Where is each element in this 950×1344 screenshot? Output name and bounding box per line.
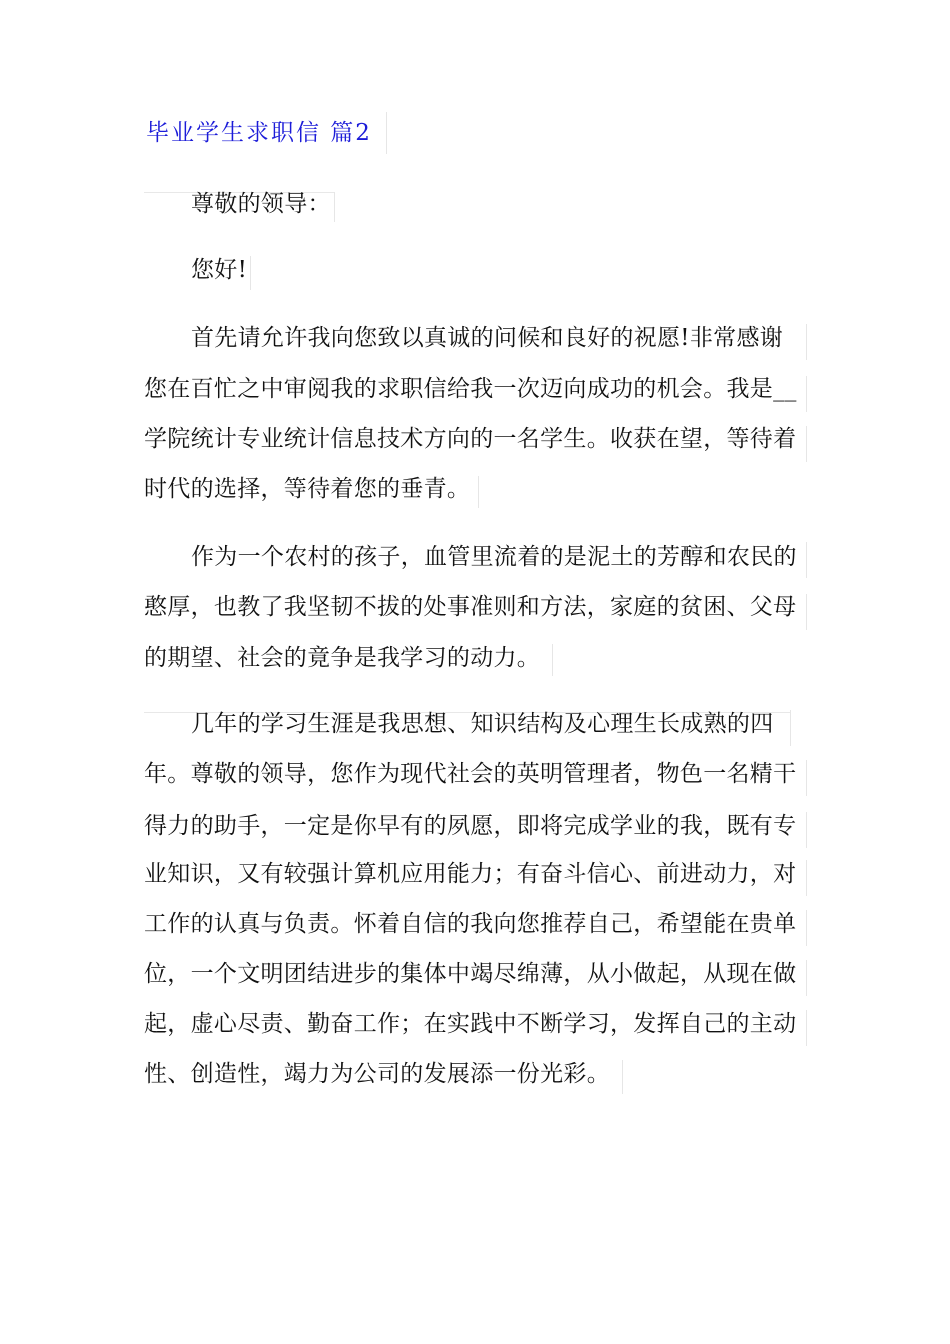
paragraph-3-line-8: 性、创造性，竭力为公司的发展添一份光彩。 xyxy=(144,1061,610,1087)
salutation: 尊敬的领导： xyxy=(191,191,331,217)
cursor-mark xyxy=(386,112,387,154)
document-title: 毕业学生求职信 篇2 xyxy=(146,120,372,146)
line-end-mark xyxy=(806,860,807,896)
paragraph-3-line-4: 业知识，又有较强计算机应用能力；有奋斗信心、前进动力，对 xyxy=(144,861,797,887)
paragraph-1-line-1: 首先请允许我向您致以真诚的问候和良好的祝愿!非常感谢 xyxy=(191,325,784,351)
line-end-mark xyxy=(806,376,807,412)
paragraph-3-line-3: 得力的助手，一定是你早有的夙愿，即将完成学业的我，既有专 xyxy=(144,813,797,839)
line-end-mark xyxy=(806,426,807,462)
line-end-mark xyxy=(478,476,479,508)
paragraph-1-line-4: 时代的选择，等待着您的垂青。 xyxy=(144,476,471,502)
line-end-mark xyxy=(806,960,807,996)
line-end-mark xyxy=(806,1010,807,1046)
paragraph-3-line-6: 位，一个文明团结进步的集体中竭尽绵薄，从小做起，从现在做 xyxy=(144,961,797,987)
paragraph-3-line-7: 起，虚心尽责、勤奋工作；在实践中不断学习，发挥自己的主动 xyxy=(144,1011,797,1037)
line-end-mark xyxy=(250,256,251,290)
line-end-mark xyxy=(552,644,553,676)
line-end-mark xyxy=(334,192,335,222)
paragraph-2-line-2: 憨厚，也教了我坚韧不拔的处事准则和方法，家庭的贫困、父母 xyxy=(144,594,797,620)
paragraph-3-line-1: 几年的学习生涯是我思想、知识结构及心理生长成熟的四 xyxy=(191,711,774,737)
paragraph-1-line-3: 学院统计专业统计信息技术方向的一名学生。收获在望，等待着 xyxy=(144,426,797,452)
line-end-mark xyxy=(622,1060,623,1094)
line-end-mark xyxy=(790,710,791,746)
paragraph-1-line-2: 您在百忙之中审阅我的求职信给我一次迈向成功的机会。我是__ xyxy=(144,376,797,402)
paragraph-3-line-5: 工作的认真与负责。怀着自信的我向您推荐自己，希望能在贵单 xyxy=(144,911,797,937)
paragraph-2-line-1: 作为一个农村的孩子，血管里流着的是泥土的芳醇和农民的 xyxy=(191,544,797,570)
line-end-mark xyxy=(806,760,807,796)
paragraph-3-line-2: 年。尊敬的领导，您作为现代社会的英明管理者，物色一名精干 xyxy=(144,761,797,787)
line-end-mark xyxy=(806,812,807,848)
greeting: 您好! xyxy=(191,257,248,283)
paragraph-2-line-3: 的期望、社会的竟争是我学习的动力。 xyxy=(144,645,541,671)
line-end-mark xyxy=(806,594,807,630)
line-end-mark xyxy=(806,324,807,360)
line-end-mark xyxy=(806,910,807,946)
line-end-mark xyxy=(806,542,807,578)
